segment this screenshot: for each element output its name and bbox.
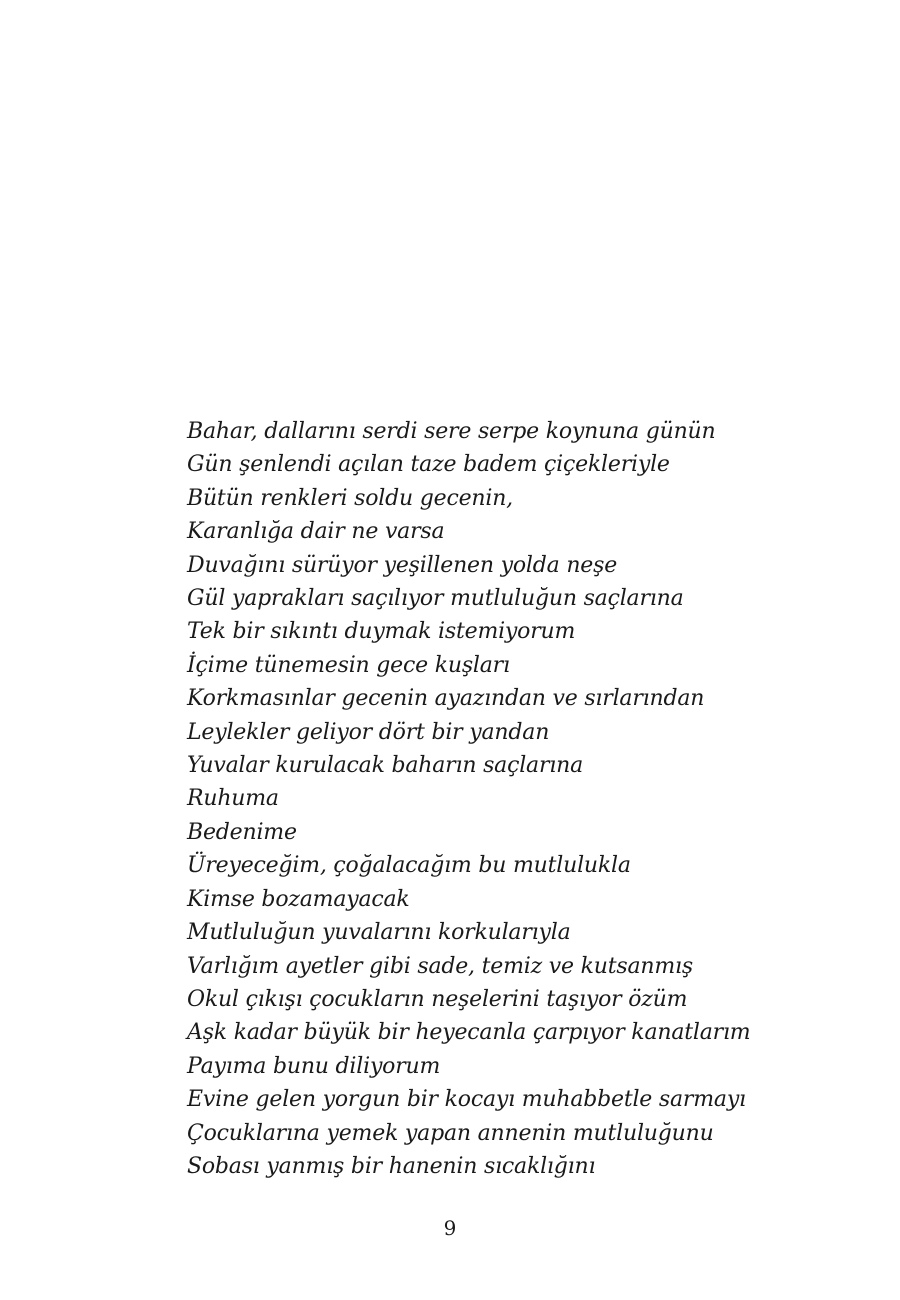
poem-line: Mutluluğun yuvalarını korkularıyla [187, 920, 571, 946]
poem-line: Ruhuma [187, 786, 279, 812]
poem-line: Aşk kadar büyük bir heyecanla çarpıyor kanatlarım [187, 1020, 751, 1046]
poem-line: Tek bir sıkıntı duymak istemiyorum [187, 619, 576, 645]
poem-line: İçime tünemesin gece kuşları [187, 652, 510, 678]
poem-line: Üreyeceğim, çoğalacağım bu mutlulukla [187, 853, 631, 879]
poem-line: Bütün renkleri soldu gecenin, [187, 485, 513, 511]
page-number: 9 [443, 1216, 457, 1240]
poem-line: Varlığım ayetler gibi sade, temiz ve kutsanmış [187, 953, 693, 979]
poem-line: Sobası yanmış bir hanenin sıcaklığını [187, 1153, 596, 1179]
poem-line: Gün şenlendi açılan taze badem çiçekleriyle [187, 452, 670, 478]
poem-line: Leylekler geliyor dört bir yandan [187, 719, 550, 745]
poem-line: Korkmasınlar gecenin ayazından ve sırlarından [187, 686, 705, 712]
poem-line: Bedenime [187, 819, 297, 845]
poem-line: Gül yaprakları saçılıyor mutluluğun saçlarına [187, 586, 684, 612]
poem-line: Kimse bozamayacak [187, 886, 410, 912]
poem-line: Evine gelen yorgun bir kocayı muhabbetle sarmayı [187, 1087, 746, 1113]
poem-line: Okul çıkışı çocukların neşelerini taşıyor özüm [187, 986, 688, 1012]
poem-line: Payıma bunu diliyorum [187, 1053, 441, 1079]
poem-line: Karanlığa dair ne varsa [187, 519, 445, 545]
poem-line: Bahar, dallarını serdi sere serpe koynuna günün [187, 419, 716, 444]
poem-line: Yuvalar kurulacak baharın saçlarına [187, 753, 584, 779]
poem-body [187, 415, 750, 1183]
poem-line: Çocuklarına yemek yapan annenin mutluluğunu [187, 1120, 714, 1146]
poem-line: Duvağını sürüyor yeşillenen yolda neşe [187, 552, 618, 578]
